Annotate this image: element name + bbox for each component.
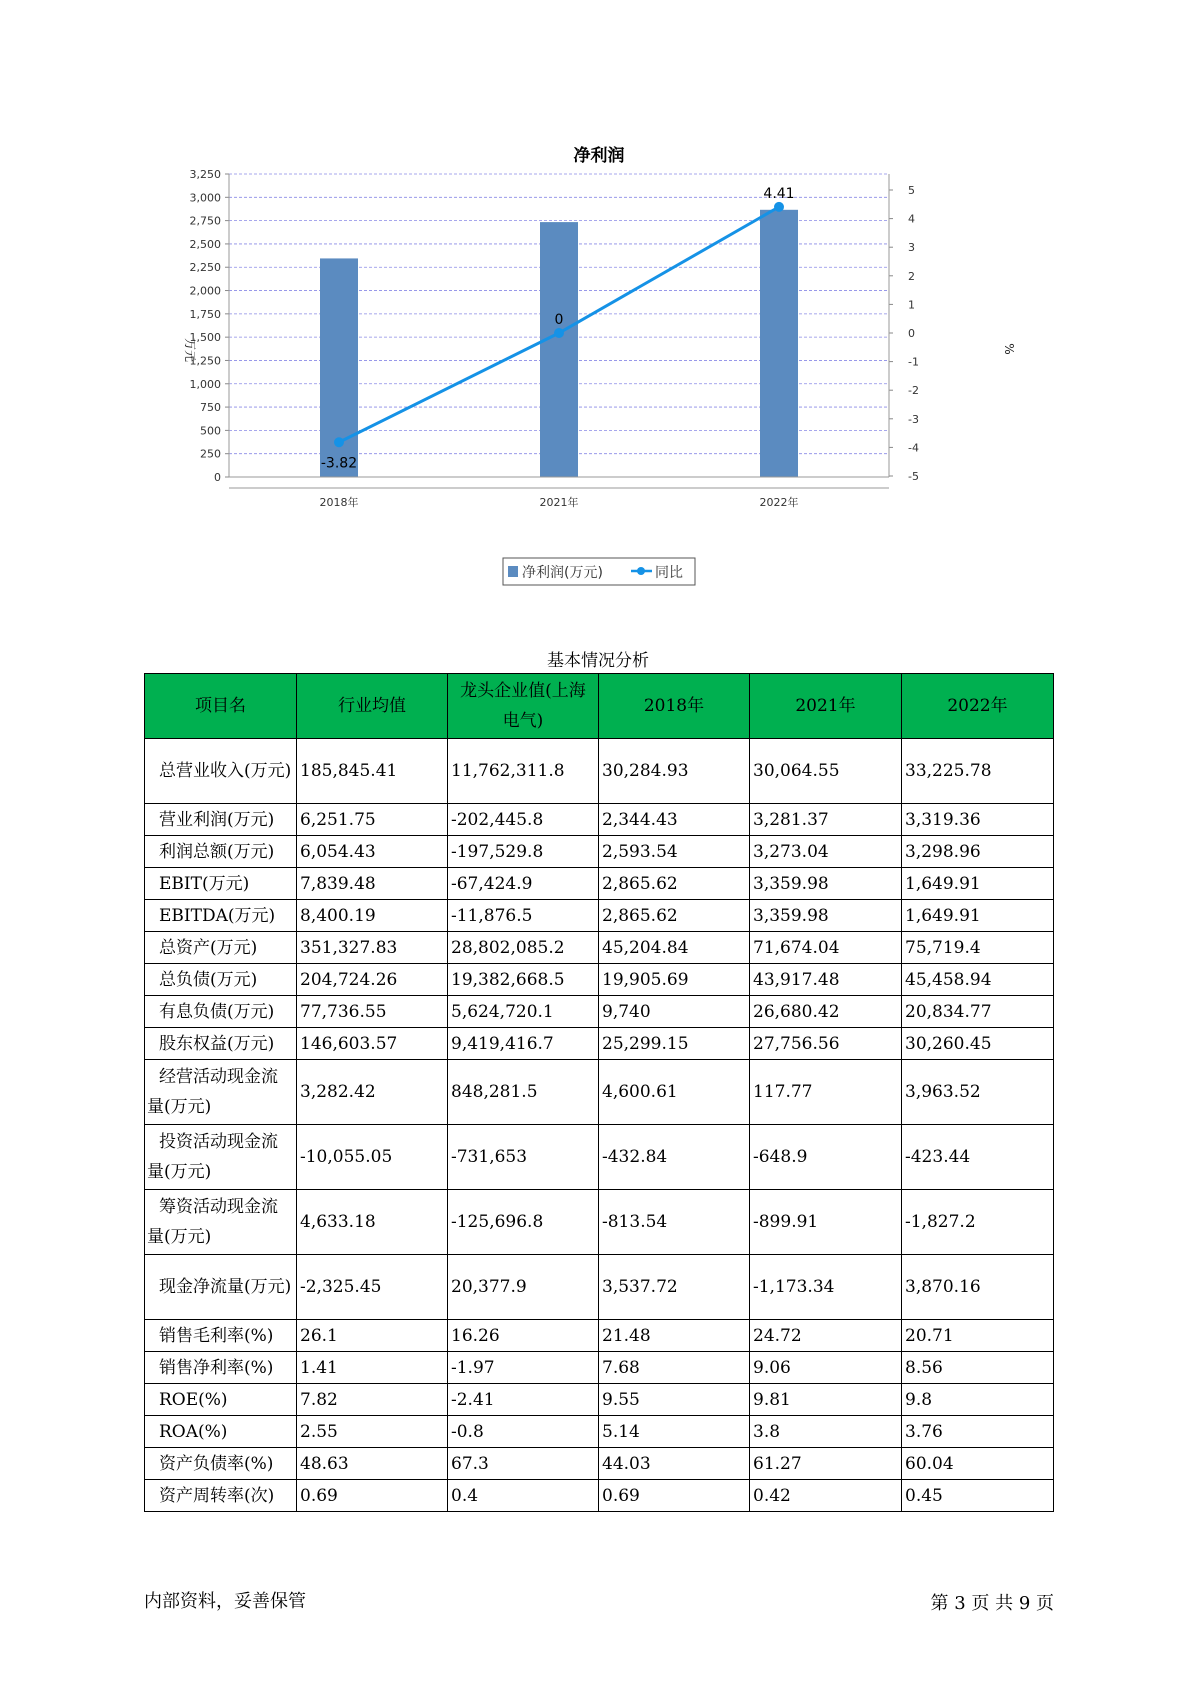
value-cell: 77,736.55 <box>297 996 448 1028</box>
y-tick-label: 500 <box>200 424 221 438</box>
value-cell: 848,281.5 <box>448 1060 599 1125</box>
table-caption: 基本情况分析 <box>547 651 649 671</box>
value-cell: 30,284.93 <box>599 739 750 804</box>
y2-tick-label: -1 <box>908 355 919 369</box>
value-cell: -1,173.34 <box>750 1255 902 1320</box>
line-point-label: 4.41 <box>763 185 795 202</box>
line-point <box>554 328 564 338</box>
legend-bar-swatch <box>508 566 518 577</box>
value-cell: 7,839.48 <box>297 868 448 900</box>
value-cell: -899.91 <box>750 1190 902 1255</box>
value-cell: 0.4 <box>448 1480 599 1512</box>
value-cell: 5.14 <box>599 1416 750 1448</box>
row-name-cell: 投资活动现金流量(万元) <box>145 1125 297 1190</box>
row-name-cell: 股东权益(万元) <box>145 1028 297 1060</box>
y2-tick-label: -2 <box>908 384 919 398</box>
value-cell: 45,204.84 <box>599 932 750 964</box>
value-cell: 9,740 <box>599 996 750 1028</box>
row-name-cell: 资产周转率(次) <box>145 1480 297 1512</box>
table-row <box>145 1190 1054 1255</box>
row-name-cell: 营业利润(万元) <box>145 804 297 836</box>
value-cell: 117.77 <box>750 1060 902 1125</box>
y-tick-label: 2,500 <box>189 237 221 251</box>
bar <box>540 222 578 477</box>
value-cell: 0.69 <box>599 1480 750 1512</box>
y-tick-label: 2,250 <box>189 261 221 275</box>
y2-tick-label: -4 <box>908 441 919 455</box>
value-cell: 24.72 <box>750 1320 902 1352</box>
y2-tick-label: 2 <box>908 269 915 283</box>
table-row <box>145 868 1054 900</box>
chart-legend <box>503 558 695 585</box>
value-cell: 25,299.15 <box>599 1028 750 1060</box>
line-point-label: 0 <box>554 312 564 328</box>
value-cell: -11,876.5 <box>448 900 599 932</box>
value-cell: 3,273.04 <box>750 836 902 868</box>
legend-bar-label: 净利润(万元) <box>522 565 603 581</box>
value-cell: -10,055.05 <box>297 1125 448 1190</box>
value-cell: 2,344.43 <box>599 804 750 836</box>
value-cell: 9.81 <box>750 1384 902 1416</box>
value-cell: 7.68 <box>599 1352 750 1384</box>
value-cell: -432.84 <box>599 1125 750 1190</box>
value-cell: 21.48 <box>599 1320 750 1352</box>
row-name-cell: EBIT(万元) <box>145 868 297 900</box>
value-cell: 1.41 <box>297 1352 448 1384</box>
y-tick-label: 250 <box>200 447 221 461</box>
value-cell: 43,917.48 <box>750 964 902 996</box>
value-cell: 8.56 <box>902 1352 1054 1384</box>
value-cell: 20,834.77 <box>902 996 1054 1028</box>
legend-line-marker <box>637 567 645 575</box>
value-cell: -2.41 <box>448 1384 599 1416</box>
value-cell: 75,719.4 <box>902 932 1054 964</box>
row-name-cell: 利润总额(万元) <box>145 836 297 868</box>
value-cell: 61.27 <box>750 1448 902 1480</box>
value-cell: 30,260.45 <box>902 1028 1054 1060</box>
table-row <box>145 1060 1054 1125</box>
header-cell: 2021年 <box>750 674 902 739</box>
y-tick-label: 2,000 <box>189 284 221 298</box>
value-cell: 185,845.41 <box>297 739 448 804</box>
value-cell: 3,298.96 <box>902 836 1054 868</box>
value-cell: 3,282.42 <box>297 1060 448 1125</box>
value-cell: 44.03 <box>599 1448 750 1480</box>
header-cell: 2022年 <box>902 674 1054 739</box>
y2-tick-label: 3 <box>908 241 915 255</box>
value-cell: 3,963.52 <box>902 1060 1054 1125</box>
value-cell: -67,424.9 <box>448 868 599 900</box>
line-point <box>334 437 344 447</box>
footer-page-number: 第 3 页 共 9 页 <box>930 1593 1054 1614</box>
value-cell: 9.55 <box>599 1384 750 1416</box>
table-header-row <box>145 674 1054 739</box>
x-tick-label: 2021年 <box>539 496 579 509</box>
y-tick-label: 3,000 <box>189 191 221 205</box>
value-cell: -731,653 <box>448 1125 599 1190</box>
row-name-cell: 总负债(万元) <box>145 964 297 996</box>
value-cell: 30,064.55 <box>750 739 902 804</box>
value-cell: 204,724.26 <box>297 964 448 996</box>
line-point-label: -3.82 <box>320 455 358 472</box>
value-cell: 5,624,720.1 <box>448 996 599 1028</box>
table-row <box>145 1255 1054 1320</box>
y2-tick-label: 4 <box>908 212 915 226</box>
table-row <box>145 1352 1054 1384</box>
y-tick-label: 1,500 <box>189 331 221 345</box>
value-cell: 16.26 <box>448 1320 599 1352</box>
value-cell: 48.63 <box>297 1448 448 1480</box>
value-cell: 0.69 <box>297 1480 448 1512</box>
value-cell: 351,327.83 <box>297 932 448 964</box>
y2-tick-label: -5 <box>908 470 919 483</box>
value-cell: 3,537.72 <box>599 1255 750 1320</box>
value-cell: 19,905.69 <box>599 964 750 996</box>
value-cell: 28,802,085.2 <box>448 932 599 964</box>
y-tick-label: 1,000 <box>189 377 221 391</box>
value-cell: -202,445.8 <box>448 804 599 836</box>
value-cell: 2,865.62 <box>599 868 750 900</box>
y-axis-label: 万元 <box>183 337 197 363</box>
value-cell: 3,870.16 <box>902 1255 1054 1320</box>
table-row <box>145 836 1054 868</box>
y-tick-label: 0 <box>214 471 221 484</box>
value-cell: 3,319.36 <box>902 804 1054 836</box>
value-cell: 3,281.37 <box>750 804 902 836</box>
row-name-cell: EBITDA(万元) <box>145 900 297 932</box>
value-cell: -423.44 <box>902 1125 1054 1190</box>
footer-confidential-note: 内部资料，妥善保管 <box>144 1591 306 1612</box>
table-row <box>145 900 1054 932</box>
value-cell: 3.76 <box>902 1416 1054 1448</box>
table-row <box>145 932 1054 964</box>
value-cell: 33,225.78 <box>902 739 1054 804</box>
value-cell: 9.06 <box>750 1352 902 1384</box>
value-cell: 0.45 <box>902 1480 1054 1512</box>
value-cell: 27,756.56 <box>750 1028 902 1060</box>
table-row <box>145 1384 1054 1416</box>
row-name-cell: 筹资活动现金流量(万元) <box>145 1190 297 1255</box>
value-cell: 45,458.94 <box>902 964 1054 996</box>
value-cell: 2.55 <box>297 1416 448 1448</box>
table-row <box>145 804 1054 836</box>
row-name-cell: ROE(%) <box>145 1384 297 1416</box>
value-cell: 67.3 <box>448 1448 599 1480</box>
value-cell: 6,251.75 <box>297 804 448 836</box>
y2-tick-label: 0 <box>908 327 915 340</box>
line-point <box>774 202 784 212</box>
value-cell: 19,382,668.5 <box>448 964 599 996</box>
value-cell: -648.9 <box>750 1125 902 1190</box>
value-cell: 9.8 <box>902 1384 1054 1416</box>
value-cell: 2,865.62 <box>599 900 750 932</box>
table-row <box>145 739 1054 804</box>
header-cell: 项目名 <box>145 674 297 739</box>
table-row <box>145 1028 1054 1060</box>
value-cell: 71,674.04 <box>750 932 902 964</box>
x-tick-label: 2018年 <box>319 496 359 509</box>
y-tick-label: 2,750 <box>189 214 221 228</box>
value-cell: 0.42 <box>750 1480 902 1512</box>
table-row <box>145 1416 1054 1448</box>
value-cell: -125,696.8 <box>448 1190 599 1255</box>
value-cell: -197,529.8 <box>448 836 599 868</box>
value-cell: 9,419,416.7 <box>448 1028 599 1060</box>
y-tick-label: 3,250 <box>189 168 221 181</box>
value-cell: 4,633.18 <box>297 1190 448 1255</box>
value-cell: -0.8 <box>448 1416 599 1448</box>
value-cell: 1,649.91 <box>902 868 1054 900</box>
row-name-cell: 总营业收入(万元) <box>145 739 297 804</box>
value-cell: 6,054.43 <box>297 836 448 868</box>
table-row <box>145 1480 1054 1512</box>
header-cell: 2018年 <box>599 674 750 739</box>
value-cell: 20,377.9 <box>448 1255 599 1320</box>
value-cell: 60.04 <box>902 1448 1054 1480</box>
value-cell: 20.71 <box>902 1320 1054 1352</box>
row-name-cell: 有息负债(万元) <box>145 996 297 1028</box>
chart-bars <box>320 210 798 477</box>
y2-tick-label: 1 <box>908 298 915 312</box>
value-cell: 26.1 <box>297 1320 448 1352</box>
bar <box>760 210 798 477</box>
value-cell: 2,593.54 <box>599 836 750 868</box>
y2-tick-label: -3 <box>908 412 919 426</box>
row-name-cell: 销售净利率(%) <box>145 1352 297 1384</box>
y-tick-label: 750 <box>200 401 221 415</box>
value-cell: 11,762,311.8 <box>448 739 599 804</box>
value-cell: 26,680.42 <box>750 996 902 1028</box>
header-cell: 龙头企业值(上海电气) <box>448 674 599 739</box>
table-row <box>145 964 1054 996</box>
y-tick-label: 1,250 <box>189 354 221 368</box>
row-name-cell: 资产负债率(%) <box>145 1448 297 1480</box>
analysis-table <box>144 673 1054 1512</box>
net-profit-chart <box>0 0 1191 600</box>
row-name-cell: 销售毛利率(%) <box>145 1320 297 1352</box>
value-cell: 146,603.57 <box>297 1028 448 1060</box>
chart-title: 净利润 <box>573 146 625 166</box>
table-row <box>145 1320 1054 1352</box>
y-tick-label: 1,750 <box>189 307 221 321</box>
row-name-cell: 现金净流量(万元) <box>145 1255 297 1320</box>
legend-line-label: 同比 <box>655 565 683 581</box>
y2-axis-label: % <box>1002 343 1016 355</box>
row-name-cell: 经营活动现金流量(万元) <box>145 1060 297 1125</box>
value-cell: 3.8 <box>750 1416 902 1448</box>
table-row <box>145 1448 1054 1480</box>
value-cell: -1,827.2 <box>902 1190 1054 1255</box>
value-cell: 3,359.98 <box>750 868 902 900</box>
row-name-cell: 总资产(万元) <box>145 932 297 964</box>
value-cell: 4,600.61 <box>599 1060 750 1125</box>
value-cell: 8,400.19 <box>297 900 448 932</box>
value-cell: 1,649.91 <box>902 900 1054 932</box>
value-cell: 7.82 <box>297 1384 448 1416</box>
table-row <box>145 1125 1054 1190</box>
value-cell: -1.97 <box>448 1352 599 1384</box>
value-cell: -2,325.45 <box>297 1255 448 1320</box>
y2-tick-label: 5 <box>908 184 915 197</box>
table-row <box>145 996 1054 1028</box>
row-name-cell: ROA(%) <box>145 1416 297 1448</box>
table-body <box>145 739 1054 1512</box>
value-cell: 3,359.98 <box>750 900 902 932</box>
x-tick-label: 2022年 <box>759 496 799 509</box>
value-cell: -813.54 <box>599 1190 750 1255</box>
header-cell: 行业均值 <box>297 674 448 739</box>
